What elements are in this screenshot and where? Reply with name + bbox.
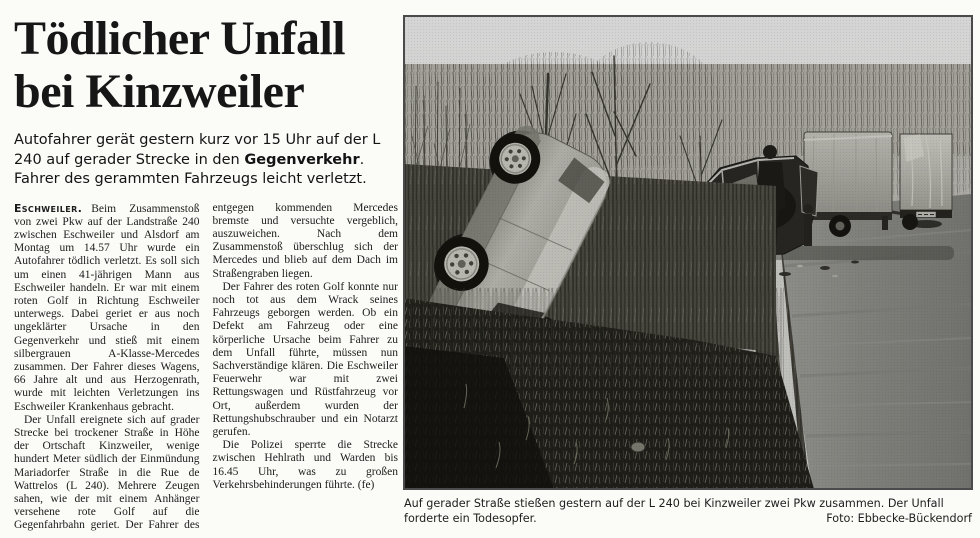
- photo-caption-row: [404, 496, 972, 526]
- article-body: [14, 202, 398, 534]
- paragraph-1-text: Beim Zusammenstoß von zwei Pkw auf der Landstraße 240 zwischen Eschweiler und Alsdorf am Montag um 14.57 Uhr wurde ein Autofahrer tödlich verletzt. Es soll sich um einen 41-jährigen Mann aus Eschweiler handeln. Er war mit einem roten Golf in Richtung Eschweiler unterwegs. Dabei geriet er aus noch ungeklärter Ursache in den Gegenverkehr und stieß mit einem silbergrauen A-Klasse-Mercedes zusammen. Der Fahrer dieses Wagens, 66 Jahre alt und aus Herzogenrath, wurde mit leichten Verletzungen ins Eschweiler Krankenhaus gebracht.: [14, 202, 200, 413]
- lead-paragraph: [14, 131, 392, 190]
- headline-line-2: bei Kinzweiler: [14, 65, 305, 118]
- paragraph-4: Die Polizei sperrte die Strecke zwischen Hehlrath und Warden bis 16.45 Uhr, was zu großen Verkehrsbehinderungen führte. (fe): [212, 439, 398, 491]
- lead-emphasis: Gegenverkehr: [244, 151, 360, 168]
- photo-credit: Foto: Ebbecke-Bückendorf: [826, 512, 972, 525]
- paragraph-3: Der Fahrer des roten Golf konnte nur noch tot aus dem Wrack seines Fahrzeugs geborgen werden. Ob ein Defekt am Fahrzeug oder eine körperliche Ursache beim Fahrer zu dem Unfall führte, müssen nun Sachverständige klären. Die Eschweiler Feuerwehr war mit zwei Rettungswagen und Rüstfahrzeug vor Ort, außerdem wurden der Rettungshubschrauber und ein Notarzt gerufen.: [212, 280, 398, 438]
- article: [14, 12, 398, 534]
- photo-block: [404, 16, 972, 526]
- lead-text: Autofahrer gerät gestern kurz vor 15 Uhr auf der L 240 auf gerader Strecke in den: [14, 132, 381, 168]
- paragraph-2: Der Unfall ereignete sich auf grader Strecke bei trockener Straße in Höhe der Ortschaft Kinzweiler, wenige hundert Meter südlich der Einmündung Mariadorfer Straße in die Rue de Wattrelos (L 240). Mehrere Zeugen sahen, wie der mit einem Anhänger versehene rote Golf auf die Gegenfahrbahn geriet. Der Fahrer des entgegen kommenden Mercedes bremste und versuchte vergeblich, auszuweichen. Nach dem Zusammenstoß überschlug sich der Mercedes und blieb auf dem Dach im Straßengraben liegen.: [14, 201, 398, 532]
- dateline: Eschweiler.: [14, 201, 83, 215]
- headline-line-1: Tödlicher Unfall: [14, 12, 346, 65]
- paragraph-1: [14, 202, 200, 414]
- film-grain: [404, 16, 972, 489]
- accident-photo: [404, 16, 972, 489]
- photo-caption: Auf gerader Straße stießen gestern auf der L 240 bei Kinzweiler zwei Pkw zusammen. Der Unfall forderte ein Todesopfer.: [404, 497, 944, 525]
- lead-text-end: . Fahrer des gerammten Fahrzeugs leicht verletzt.: [14, 151, 367, 187]
- headline: [14, 12, 398, 118]
